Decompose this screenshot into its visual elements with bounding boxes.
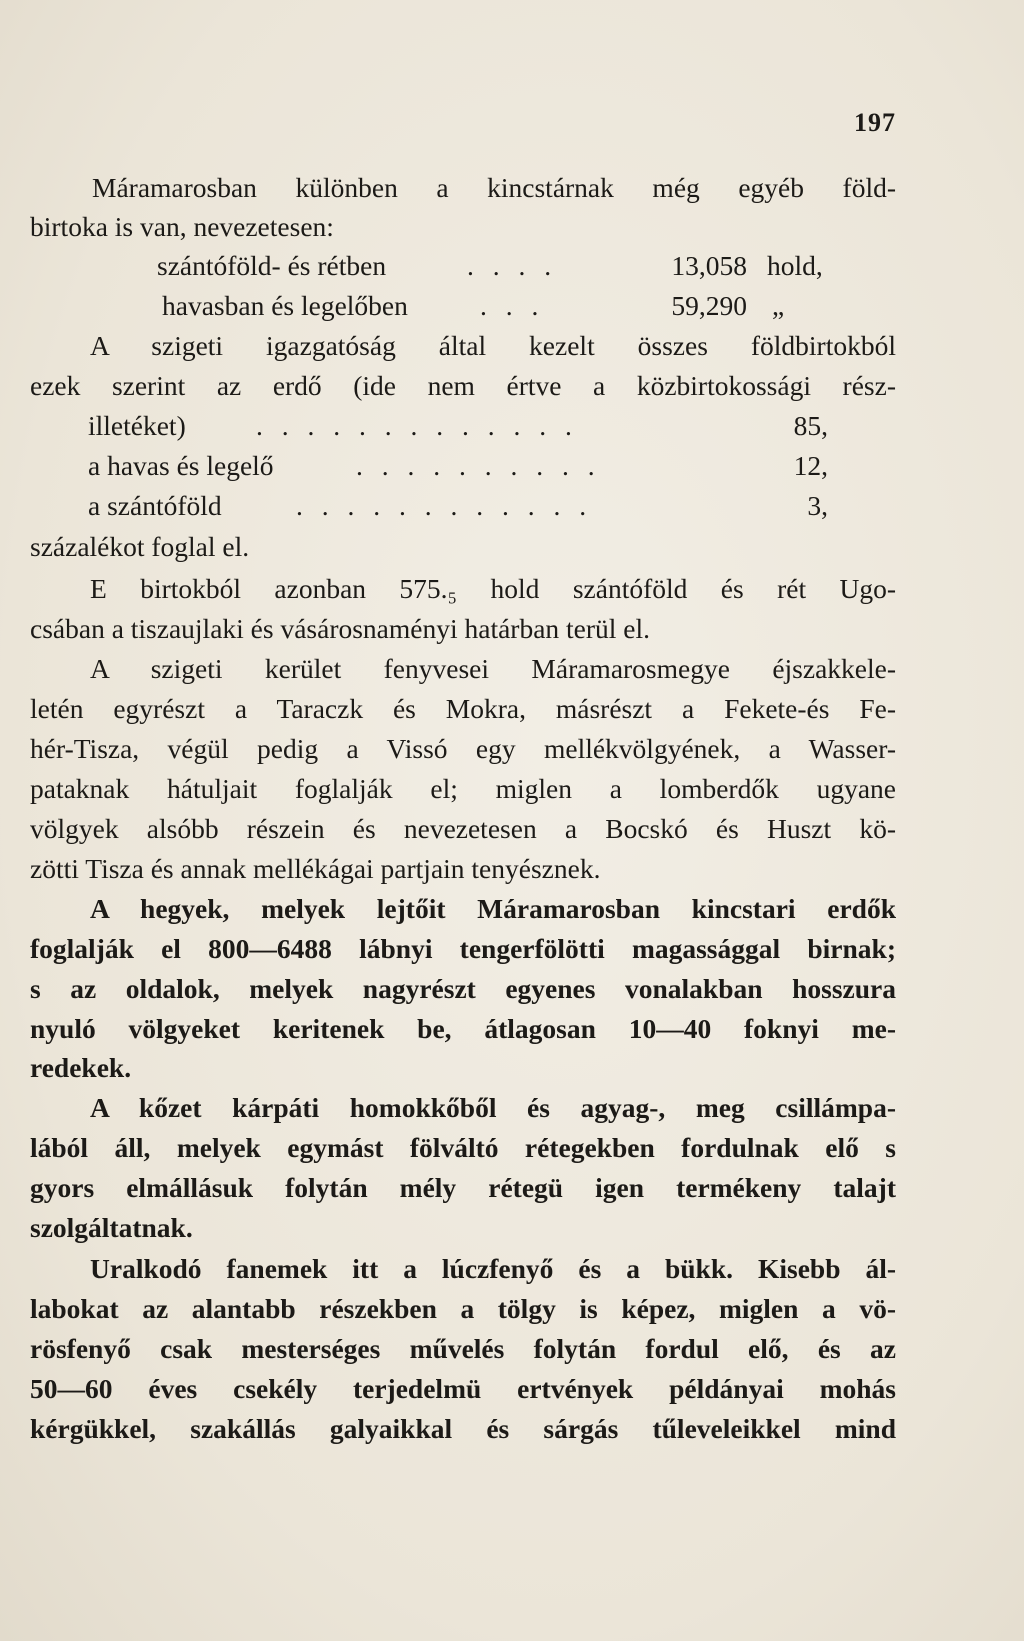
text-line: E birtokból azonban 575.₅ hold szántóföld és rét Ugo- bbox=[90, 573, 896, 604]
text-line: redekek. bbox=[30, 1052, 132, 1083]
text-line: hér-Tisza, végül pedig a Vissó egy mellékvölgyének, a Wasser- bbox=[30, 733, 896, 764]
land-row bbox=[157, 246, 857, 286]
text-line: pataknak hátuljait foglalják el; miglen a lomberdők ugyane bbox=[30, 773, 896, 804]
text-line: A szigeti kerület fenyvesei Máramarosmegye éjszakkele- bbox=[90, 653, 896, 684]
pct-label: a havas és legelő bbox=[88, 450, 274, 481]
text-line: birtoka is van, nevezetesen: bbox=[30, 211, 334, 242]
pct-label: a szántóföld bbox=[88, 490, 222, 521]
leader-dots: . . . . . . . . . . . . . bbox=[256, 410, 578, 441]
land-label: havasban és legelőben bbox=[162, 290, 408, 321]
text-line: Máramarosban különben a kincstárnak még egyéb föld- bbox=[92, 172, 896, 203]
text-line: s az oldalok, melyek nagyrészt egyenes vonalakban hosszura bbox=[30, 973, 896, 1004]
text-line: szolgáltatnak. bbox=[30, 1212, 193, 1243]
leader-dots: . . . . . . . . . . bbox=[356, 450, 601, 481]
text-line: lából áll, melyek egymást fölváltó rétegekben fordulnak elő s bbox=[30, 1132, 896, 1163]
land-unit: hold, bbox=[767, 250, 823, 281]
text-line: letén egyrészt a Taraczk és Mokra, másrészt a Fekete-és Fe- bbox=[30, 693, 896, 724]
percentage-row bbox=[88, 406, 828, 446]
leader-dots: . . . . bbox=[467, 250, 558, 281]
leader-dots: . . . bbox=[480, 290, 545, 321]
percentage-row bbox=[88, 446, 828, 486]
text-line: labokat az alantabb részekben a tölgy is képez, miglen a vö- bbox=[30, 1293, 896, 1324]
text-line: százalékot foglal el. bbox=[30, 531, 250, 562]
text-line: foglalják el 800—6488 lábnyi tengerfölötti magassággal birnak; bbox=[30, 933, 896, 964]
text-line: csában a tiszaujlaki és vásárosnaményi határban terül el. bbox=[30, 613, 651, 644]
page-number: 197 bbox=[854, 108, 896, 137]
pct-value: 3, bbox=[807, 490, 828, 521]
text-line: ezek szerint az erdő (ide nem értve a közbirtokossági rész- bbox=[30, 370, 896, 401]
pct-value: 85, bbox=[793, 410, 828, 441]
pct-label: illetéket) bbox=[88, 410, 186, 441]
land-row bbox=[162, 286, 862, 326]
text-line: nyuló völgyeket keritenek be, átlagosan 10—40 foknyi me- bbox=[30, 1013, 896, 1044]
land-value: 59,290 bbox=[671, 290, 747, 321]
text-line: Uralkodó fanemek itt a lúczfenyő és a bükk. Kisebb ál- bbox=[90, 1253, 896, 1284]
text-line: zötti Tisza és annak mellékágai partjain tenyésznek. bbox=[30, 853, 601, 884]
text-line: A hegyek, melyek lejtőit Máramarosban kincstari erdők bbox=[90, 893, 896, 924]
text-line: 50—60 éves csekély terjedelmü ertvények példányai mohás bbox=[30, 1373, 896, 1404]
text-line: A kőzet kárpáti homokkőből és agyag-, meg csillámpa- bbox=[90, 1092, 896, 1123]
pct-value: 12, bbox=[793, 450, 828, 481]
text-line: gyors elmállásuk folytán mély rétegü igen termékeny talajt bbox=[30, 1172, 896, 1203]
percentage-row bbox=[88, 486, 828, 526]
leader-dots: . . . . . . . . . . . . bbox=[296, 490, 593, 521]
text-line: A szigeti igazgatóság által kezelt összes földbirtokból bbox=[90, 330, 896, 361]
land-value: 13,058 bbox=[671, 250, 747, 281]
text-line: kérgükkel, szakállás galyaikkal és sárgás tűleveleikkel mind bbox=[30, 1413, 896, 1444]
text-line: völgyek alsóbb részein és nevezetesen a Bocskó és Huszt kö- bbox=[30, 813, 896, 844]
land-unit: „ bbox=[772, 290, 785, 321]
text-line: rösfenyő csak mesterséges művelés folytán fordul elő, és az bbox=[30, 1333, 896, 1364]
land-label: szántóföld- és rétben bbox=[157, 250, 387, 281]
